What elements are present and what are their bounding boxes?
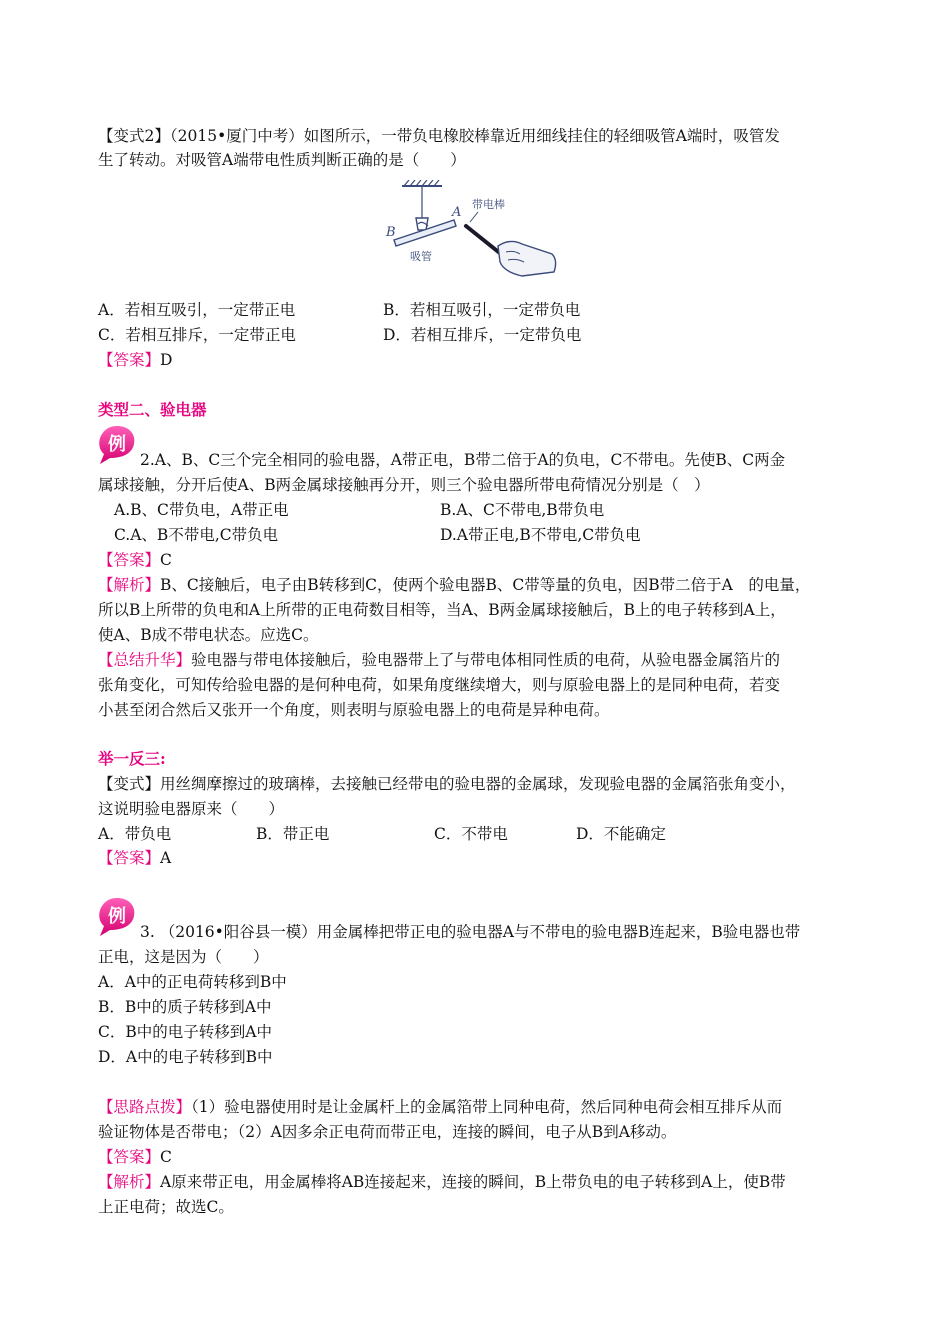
svg-text:A: A [452,205,462,220]
variant-line1: 【变式】用丝绸摩擦过的玻璃棒，去接触已经带电的验电器的金属球，发现验电器的金属箔张角变小， [98,775,796,793]
variant-line2: 这说明验电器原来（ ） [98,800,285,818]
variant-option-d: D．不能确定 [576,825,666,843]
svg-text:例: 例 [108,434,126,455]
answer-label: 【答案】 [98,351,161,369]
example3-line1: 3. （2016•阳谷县一模）用金属棒把带正电的验电器A与不带电的验电器B连起来，B验电器也带 [140,923,801,941]
answer-label: 【答案】 [98,1148,161,1166]
example3-option-a: A．A中的正电荷转移到B中 [98,973,287,991]
answer-label: 【答案】 [98,849,161,867]
example3-option-b: B．B中的质子转移到A中 [98,998,272,1016]
example2-option-c: C.A、B不带电,C带负电 [114,526,279,544]
variant-option-a: A．带负电 [98,825,172,843]
answer-label: 【答案】 [98,551,161,569]
variant2-option-b: B．若相互吸引，一定带负电 [383,301,581,319]
section-title-electroscope: 类型二、验电器 [98,400,207,419]
example-badge-icon [96,424,138,464]
example-badge-icon [96,896,138,936]
svg-text:B: B [386,225,396,240]
example3-analysis-line1: 【解析】A原来带正电，用金属棒将AB连接起来，连接的瞬间，B上带负电的电子转移到A上，使B带 [98,1173,786,1191]
example2-line1: 2.A、B、C三个完全相同的验电器，A带正电，B带二倍于A的负电，C不带电。先使B、C两金 [140,451,786,469]
charged-rod-figure [382,180,560,282]
example3-line2: 正电，这是因为（ ） [98,948,269,966]
example2-option-d: D.A带正电,B不带电,C带负电 [440,526,641,544]
variant2-option-d: D．若相互排斥，一定带负电 [383,326,582,344]
example2-analysis-line1: 【解析】B、C接触后，电子由B转移到C，使两个验电器B、C带等量的负电，因B带二倍于A 的电量， [98,576,811,594]
example3-analysis-line2: 上正电荷；故选C。 [98,1198,234,1216]
example2-summary-line2: 张角变化，可知传给验电器的是何种电荷，如果角度继续增大，则与原验电器上的是同种电荷，若变 [98,676,781,694]
variant-answer: 【答案】A [98,849,172,867]
hint-label: 【思路点拨】 [98,1098,192,1116]
variant2-label: 【变式2】 [98,127,170,145]
example3-hint-line1: 【思路点拨】（1）验电器使用时是让金属杆上的金属箔带上同种电荷，然后同种电荷会相互排斥从而 [98,1098,783,1116]
example3-answer: 【答案】C [98,1148,172,1166]
svg-text:例: 例 [108,906,126,927]
example3-hint-line2: 验证物体是否带电；（2）A因多余正电荷而带正电，连接的瞬间，电子从B到A移动。 [98,1123,677,1141]
section-title-practice: 举一反三: [98,749,166,768]
variant-option-b: B．带正电 [256,825,330,843]
example2-answer: 【答案】C [98,551,172,569]
svg-text:带电棒: 带电棒 [472,198,505,211]
variant-label: 【变式】 [98,775,161,793]
example2-line2: 属球接触，分开后使A、B两金属球接触再分开，则三个验电器所带电荷情况分别是（ ） [98,476,710,494]
variant-option-c: C．不带电 [434,825,508,843]
example2-summary-line3: 小甚至闭合然后又张开一个角度，则表明与原验电器上的电荷是异种电荷。 [98,701,610,719]
analysis-label: 【解析】 [98,576,161,594]
analysis-label: 【解析】 [98,1173,161,1191]
example2-analysis-line2: 所以B上所带的负电和A上所带的正电荷数目相等，当A、B两金属球接触后，B上的电子转移到A上， [98,601,786,619]
variant2-line1: 【变式2】（2015•厦门中考）如图所示，一带负电橡胶棒靠近用细线挂住的轻细吸管A端时，吸管发 [98,127,780,145]
example3-option-d: D．A中的电子转移到B中 [98,1048,273,1066]
variant2-line2: 生了转动。对吸管A端带电性质判断正确的是（ ） [98,151,466,169]
variant2-answer: 【答案】D [98,351,173,369]
variant2-option-c: C．若相互排斥，一定带正电 [98,326,296,344]
svg-text:吸管: 吸管 [410,250,432,263]
example3-option-c: C．B中的电子转移到A中 [98,1023,272,1041]
example2-option-a: A.B、C带负电，A带正电 [114,501,289,519]
example2-summary-line1: 【总结升华】验电器与带电体接触后，验电器带上了与带电体相同性质的电荷，从验电器金属箔片的 [98,651,781,669]
summary-label: 【总结升华】 [98,651,192,669]
example2-analysis-line3: 使A、B成不带电状态。应选C。 [98,626,319,644]
example2-option-b: B.A、C不带电,B带负电 [440,501,605,519]
variant2-option-a: A．若相互吸引，一定带正电 [98,301,296,319]
